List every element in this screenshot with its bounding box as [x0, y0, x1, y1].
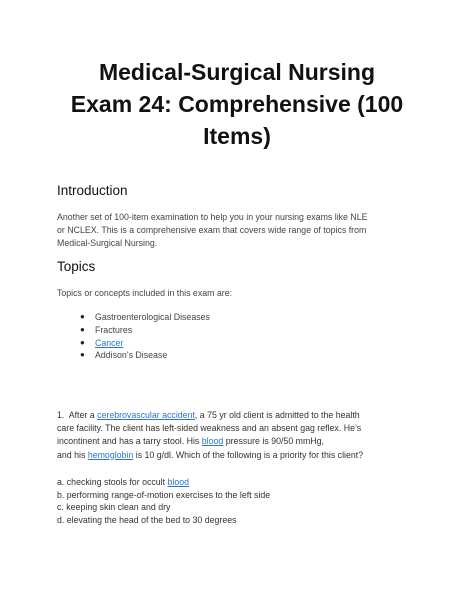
cancer-link[interactable]: Cancer — [95, 337, 124, 348]
question-text: 1. After a — [57, 410, 98, 420]
question-line — [57, 449, 427, 462]
question-text: pressure is 90/50 mmHg, — [223, 436, 324, 447]
bullet-icon: ● — [80, 312, 85, 321]
title-line: Exam 24: Comprehensive (100 — [70, 91, 404, 117]
question-text: , a 75 yr old client is admitted to the health — [194, 410, 360, 420]
question-text: and his — [57, 449, 88, 460]
bullet-icon: ● — [80, 337, 85, 347]
list-item-label: Fractures — [95, 324, 133, 335]
question-line: care facility. The client has left-sided weakness and an absent gag reflex. He’s — [57, 423, 362, 434]
text-line: Another set of 100-item examination to help you in your nursing exams like NLE — [57, 212, 368, 222]
blood-link[interactable]: blood — [201, 436, 224, 447]
topics-list — [80, 311, 210, 362]
option-text: a. checking stools for occult — [57, 477, 168, 487]
list-item — [80, 311, 210, 324]
title-line: Items) — [203, 123, 271, 149]
option-c: c. keeping skin clean and dry — [57, 502, 171, 513]
option-b: b. performing range-of-motion exercises to the left side — [57, 489, 271, 500]
list-item-label: Gastroenterological Diseases — [95, 312, 210, 322]
option-a — [57, 476, 270, 489]
text-line: Medical-Surgical Nursing. — [57, 237, 158, 248]
topics-intro: Topics or concepts included in this exam are: — [57, 288, 233, 298]
list-item-label: Addison’s Disease — [95, 350, 168, 361]
topics-heading: Topics — [57, 259, 96, 274]
introduction-text — [57, 211, 419, 249]
bullet-icon: ● — [80, 350, 85, 360]
text-line: or NCLEX. This is a comprehensive exam that covers wide range of topics from — [57, 224, 367, 235]
question-line — [57, 409, 427, 422]
list-item — [80, 324, 210, 337]
question-text: is 10 g/dl. Which of the following is a priority for this client? — [133, 449, 364, 460]
list-item — [80, 349, 210, 362]
question-line — [57, 435, 427, 448]
hemoglobin-link[interactable]: hemoglobin — [87, 449, 134, 460]
title-line: Medical-Surgical Nursing — [98, 59, 376, 85]
question-text: incontinent and has a tarry stool. His — [57, 436, 202, 447]
question-1 — [57, 409, 427, 462]
cerebrovascular-accident-link[interactable]: cerebrovascular accident — [97, 410, 195, 420]
document-title — [40, 56, 434, 152]
answer-options — [57, 476, 270, 526]
introduction-heading: Introduction — [57, 183, 128, 198]
bullet-icon: ● — [80, 324, 85, 334]
list-item — [80, 337, 210, 350]
occult-blood-link[interactable]: blood — [167, 477, 190, 487]
option-d: d. elevating the head of the bed to 30 degrees — [57, 514, 237, 525]
